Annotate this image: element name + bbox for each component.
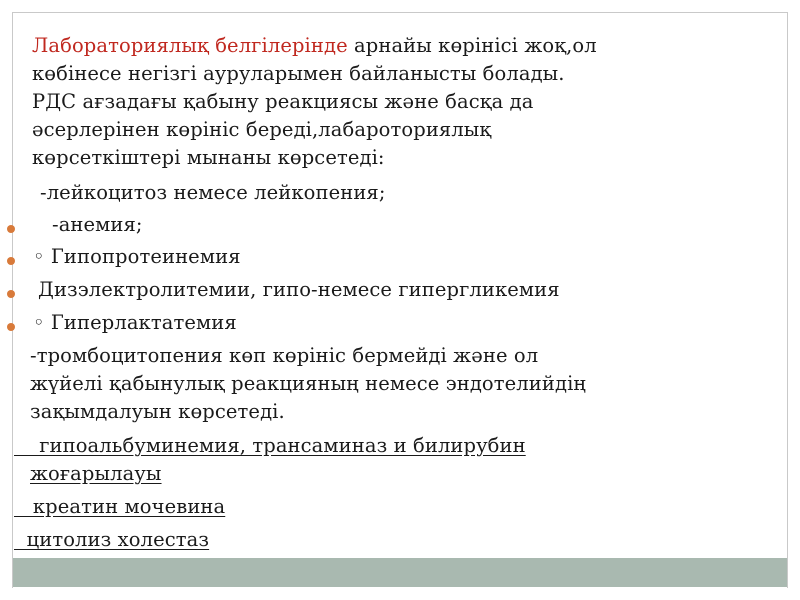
thrombo-line-3: зақымдалуын көрсетеді.: [30, 400, 285, 423]
underlined-line-2: жоғарылауы: [30, 462, 162, 485]
intro-line-5: көрсеткіштері мынаны көрсетеді:: [32, 146, 385, 169]
intro-highlight: Лабораториялық белгілерінде: [32, 34, 348, 57]
list-item-hypoproteinemia: ◦ Гипопротеинемия: [33, 245, 241, 268]
list-item-hyperlactatemia: ◦ Гиперлактатемия: [33, 311, 237, 334]
list-item-leukocytosis: -лейкоцитоз немесе лейкопения;: [40, 181, 386, 204]
intro-line-1: [32, 34, 597, 58]
list-item-dyselectrolytemia: Дизэлектролитемии, гипо-немесе гипергликемия: [38, 278, 560, 301]
underlined-line-4: цитолиз холестаз: [14, 528, 210, 551]
intro-line-4: әсерлерінен көрініс береді,лабароториялық: [32, 118, 492, 141]
intro-line-3: РДС ағзадағы қабыну реакциясы және басқа да: [32, 90, 534, 113]
intro-line-2: көбінесе негізгі ауруларымен байланысты болады.: [32, 62, 565, 85]
underlined-line-3: креатин мочевина: [14, 495, 226, 518]
bullet-icon: [7, 323, 15, 331]
thrombo-line-2: жүйелі қабынулық реакцияның немесе эндотелийдің: [30, 372, 587, 395]
bullet-icon: [7, 225, 15, 233]
underlined-line-1: гипоальбуминемия, трансаминаз и билирубин: [14, 434, 526, 457]
intro-rest: арнайы көрінісі жоқ,ол: [347, 34, 597, 57]
list-item-anemia: -анемия;: [52, 213, 143, 236]
bullet-icon: [7, 257, 15, 265]
thrombo-line-1: -тромбоцитопения көп көрініс бермейді және ол: [30, 344, 539, 367]
bullet-icon: [7, 290, 15, 298]
